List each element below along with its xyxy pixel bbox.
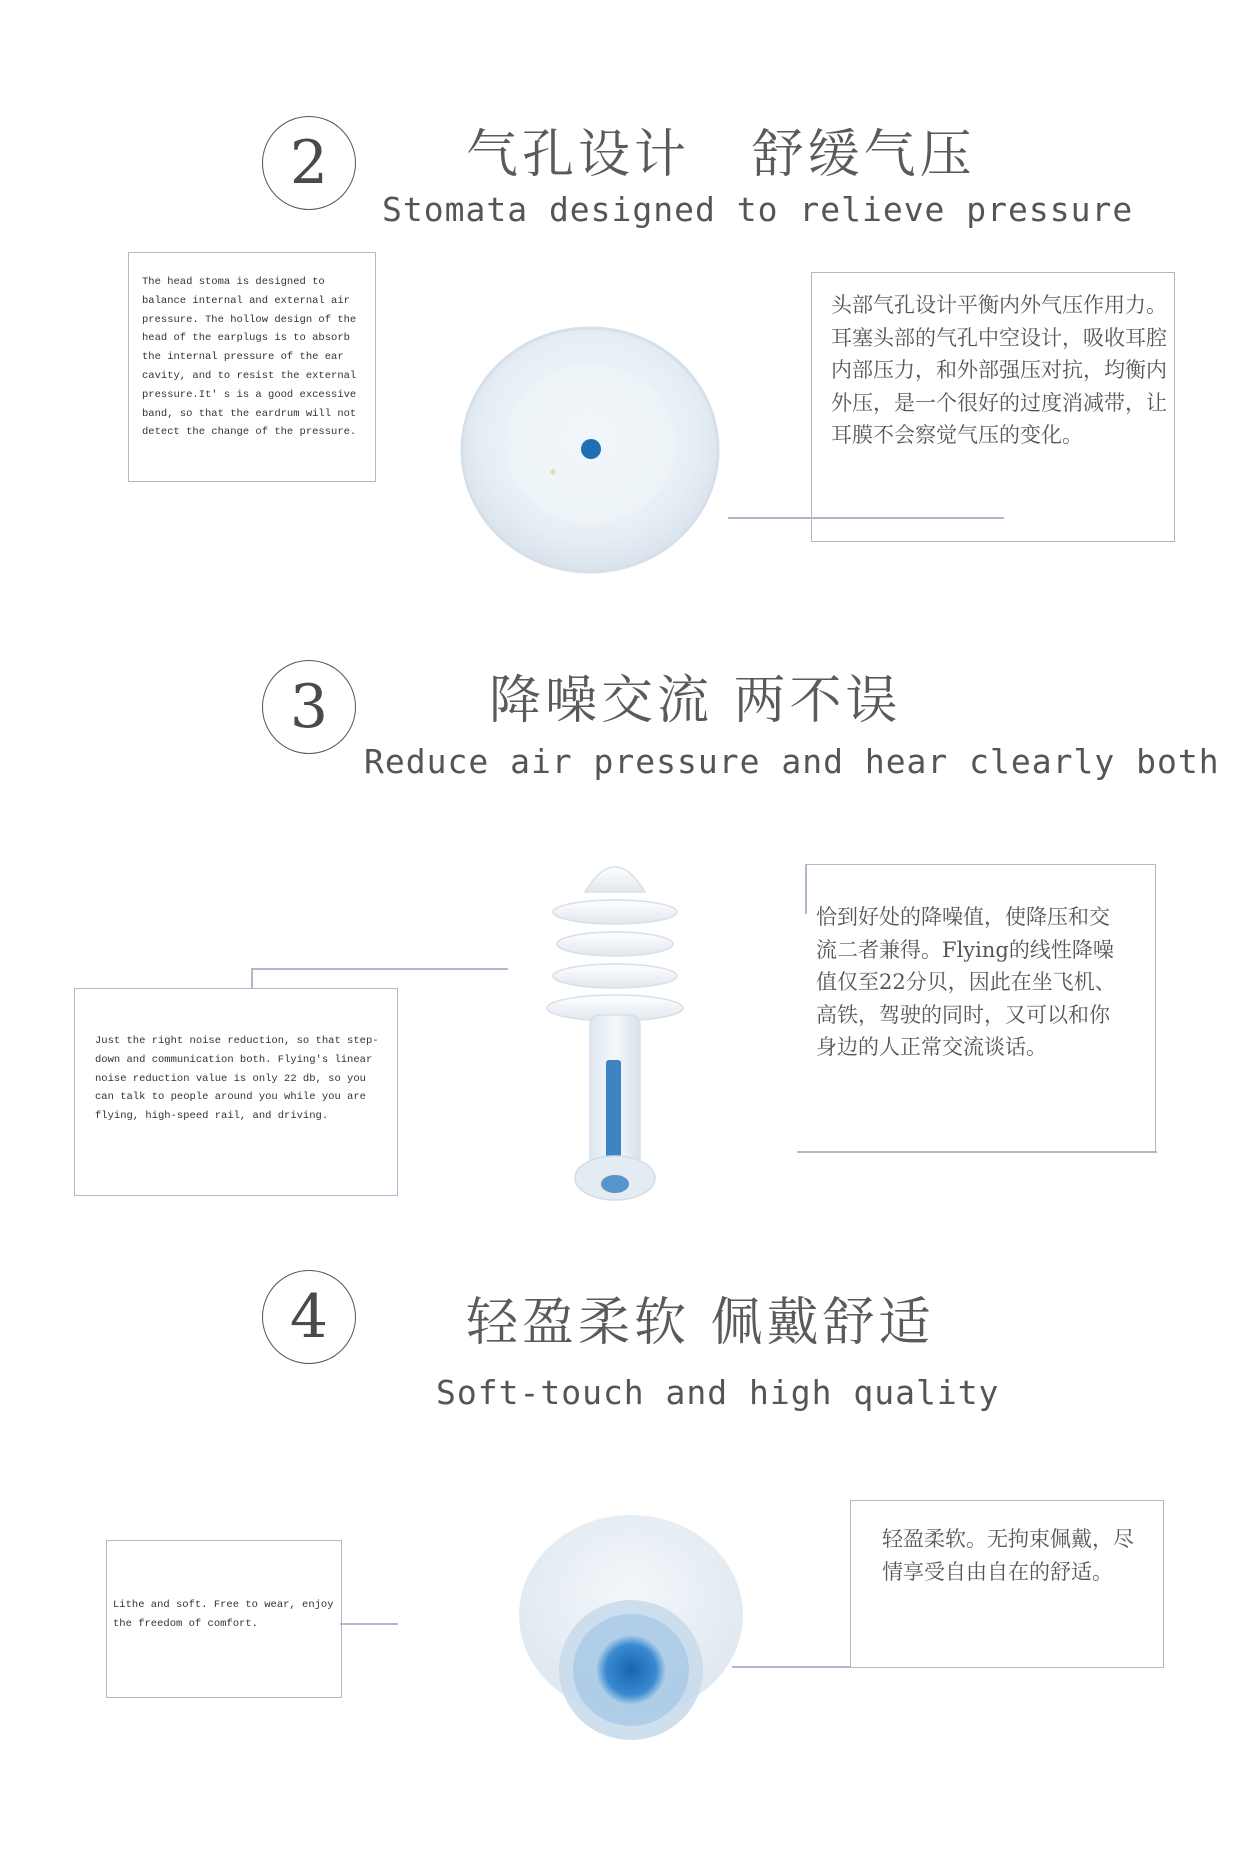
section-title-cn: 轻盈柔软 佩戴舒适 — [466, 1293, 935, 1353]
section-number: 4 — [289, 1282, 329, 1352]
earplug-side-view-image — [540, 850, 690, 1210]
description-box-cn — [850, 1500, 1164, 1667]
description-text-cn: 恰到好处的降噪值，使降压和交流二者兼得。Flying的线性降噪值仅至22分贝，因此在坐飞机、高铁，驾驶的同时，又可以和你身边的人正常交流谈话。 — [816, 905, 1116, 1059]
description-box-en — [74, 988, 398, 1196]
section-title-en: Soft-touch and high quality — [436, 1373, 1000, 1412]
section-number-badge — [262, 116, 356, 210]
section-title-en: Stomata designed to relieve pressure — [382, 190, 1134, 229]
section-title-cn: 降噪交流 两不误 — [489, 671, 902, 731]
description-box-cn — [805, 864, 1156, 1153]
description-text-en: Lithe and soft. Free to wear, enjoy the freedom of comfort. — [113, 1599, 334, 1630]
section-number-badge — [262, 660, 356, 754]
section-number: 2 — [289, 128, 329, 198]
description-box-en — [128, 252, 376, 482]
section-title-en: Reduce air pressure and hear clearly both — [364, 742, 1220, 781]
connector-line — [251, 968, 508, 970]
connector-line — [797, 1151, 1157, 1153]
connector-line — [251, 968, 253, 990]
connector-line — [805, 864, 807, 914]
section-number: 3 — [289, 672, 329, 742]
earplug-top-view-image — [455, 322, 725, 582]
description-text-en: The head stoma is designed to balance internal and external air pressure. The hollow design of the head of the earplugs is to absorb the internal pressure of the ear cavity, and to resist the external pressure.It' s is a good excessive band, so that the eardrum will not detect the change of the pressure. — [142, 276, 357, 439]
description-text-cn: 头部气孔设计平衡内外气压作用力。 耳塞头部的气孔中空设计，吸收耳腔内部压力，和外部强压对抗，均衡内外压，是一个很好的过度消减带，让耳膜不会察觉气压的变化。 — [831, 293, 1167, 447]
section-title-cn: 气孔设计 舒缓气压 — [466, 125, 976, 185]
section-number-badge — [262, 1270, 356, 1364]
description-text-en: Just the right noise reduction, so that step-down and communication both. Flying's linear noise reduction value is only 22 db, so you can talk to people around you while you are flying, high-speed rail, and driving. — [95, 1035, 379, 1123]
earplug-bottom-view-image — [518, 1510, 744, 1750]
description-box-en — [106, 1540, 342, 1698]
description-text-cn: 轻盈柔软。无拘束佩戴，尽情享受自由自在的舒适。 — [882, 1527, 1134, 1584]
description-box-cn — [811, 272, 1175, 542]
connector-line — [728, 517, 1004, 519]
connector-line — [340, 1623, 398, 1625]
